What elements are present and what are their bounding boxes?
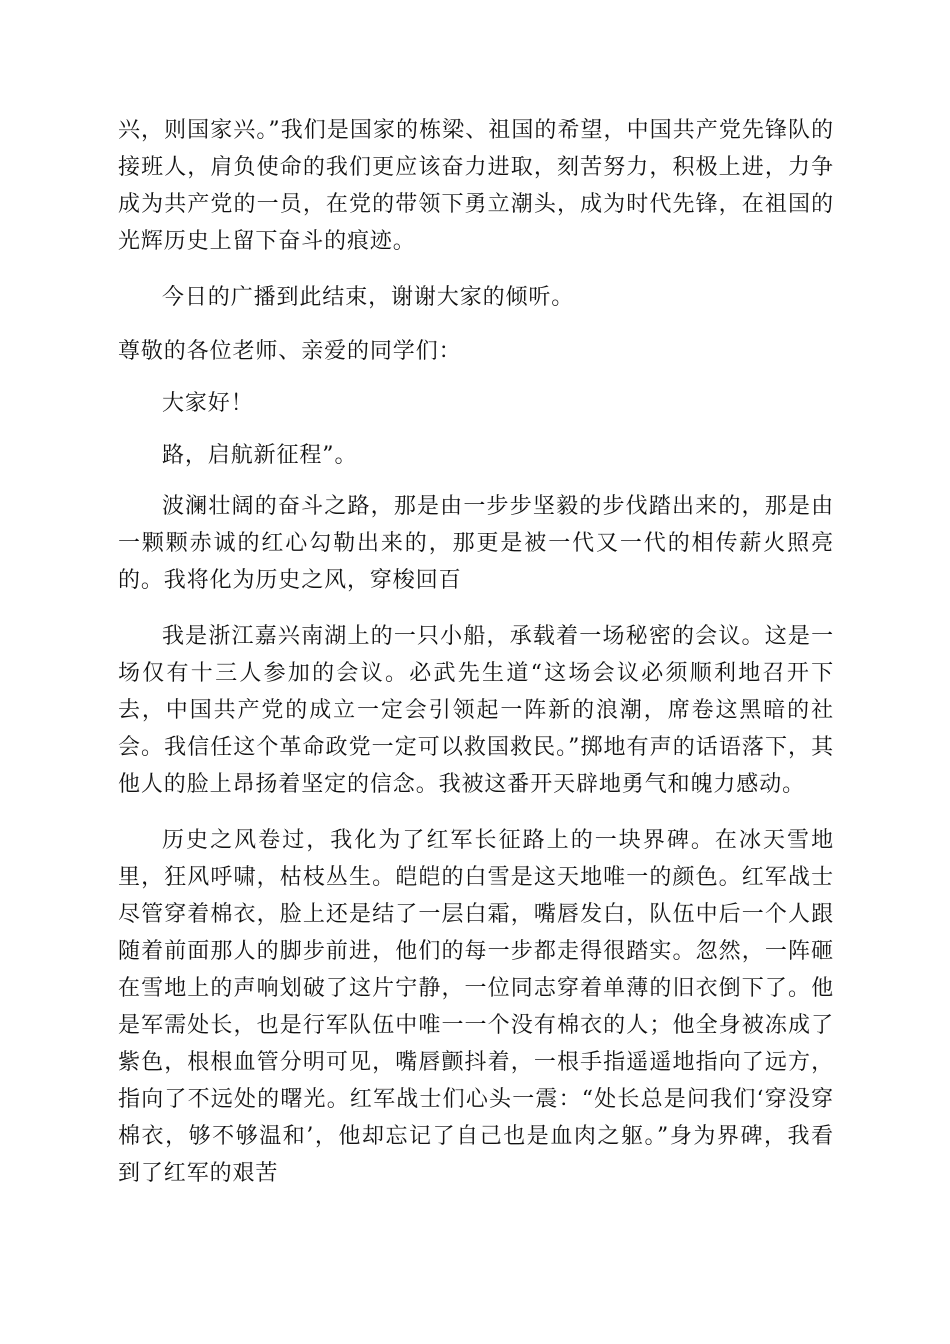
document-page bbox=[118, 112, 834, 1192]
paragraph-greeting: 大家好！ bbox=[162, 391, 254, 416]
paragraph-long-march-marker: 历史之风卷过，我化为了红军长征路上的一块界碑。在冰天雪地里，狂风呼啸，枯枝丛生。皑皑的白雪是这天地唯一的颜色。红军战士尽管穿着棉衣，脸上还是结了一层白霜，嘴唇发白，队伍中后一个人跟随着前面那人的脚步前进，他们的每一步都走得很踏实。忽然，一阵砸在雪地上的声响划破了这片宁静，一位同志穿着单薄的旧衣倒下了。他是军需处长，也是行军队伍中唯一一个没有棉衣的人；他全身被冻成了紫色，根根血管分明可见，嘴唇颤抖着，一根手指遥遥地指向了远方，指向了不远处的曙光。红军战士们心头一震：“处长总是问我们‘穿没穿棉衣，够不够温和’，他却忘记了自己也是血肉之躯。”身为界碑，我看到了红军的艰苦 bbox=[118, 828, 834, 1186]
paragraph-salutation: 尊敬的各位老师、亲爱的同学们： bbox=[118, 339, 462, 364]
paragraph-broadcast-end: 今日的广播到此结束，谢谢大家的倾听。 bbox=[162, 285, 575, 310]
paragraph-closing-appeal: 兴，则国家兴。”我们是国家的栋梁、祖国的希望，中国共产党先锋队的接班人，肩负使命的我们更应该奋力进取，刻苦努力，积极上进，力争成为共产党的一员，在党的带领下勇立潮头，成为时代先锋，在祖国的光辉历史上留下奋斗的痕迹。 bbox=[118, 118, 834, 254]
paragraph-title-fragment: 路，启航新征程”。 bbox=[162, 443, 358, 468]
paragraph-nanhu-boat: 我是浙江嘉兴南湖上的一只小船，承载着一场秘密的会议。这是一场仅有十三人参加的会议。必武先生道“这场会议必须顺利地召开下去，中国共产党的成立一定会引领起一阵新的浪潮，席卷这黑暗的社会。我信任这个革命政党一定可以救国救民。”掷地有声的话语落下，其他人的脸上昂扬着坚定的信念。我被这番开天辟地勇气和魄力感动。 bbox=[118, 624, 834, 797]
paragraph-struggle-road: 波澜壮阔的奋斗之路，那是由一步步坚毅的步伐踏出来的，那是由一颗颗赤诚的红心勾勒出来的，那更是被一代又一代的相传薪火照亮的。我将化为历史之风，穿梭回百 bbox=[118, 494, 834, 593]
